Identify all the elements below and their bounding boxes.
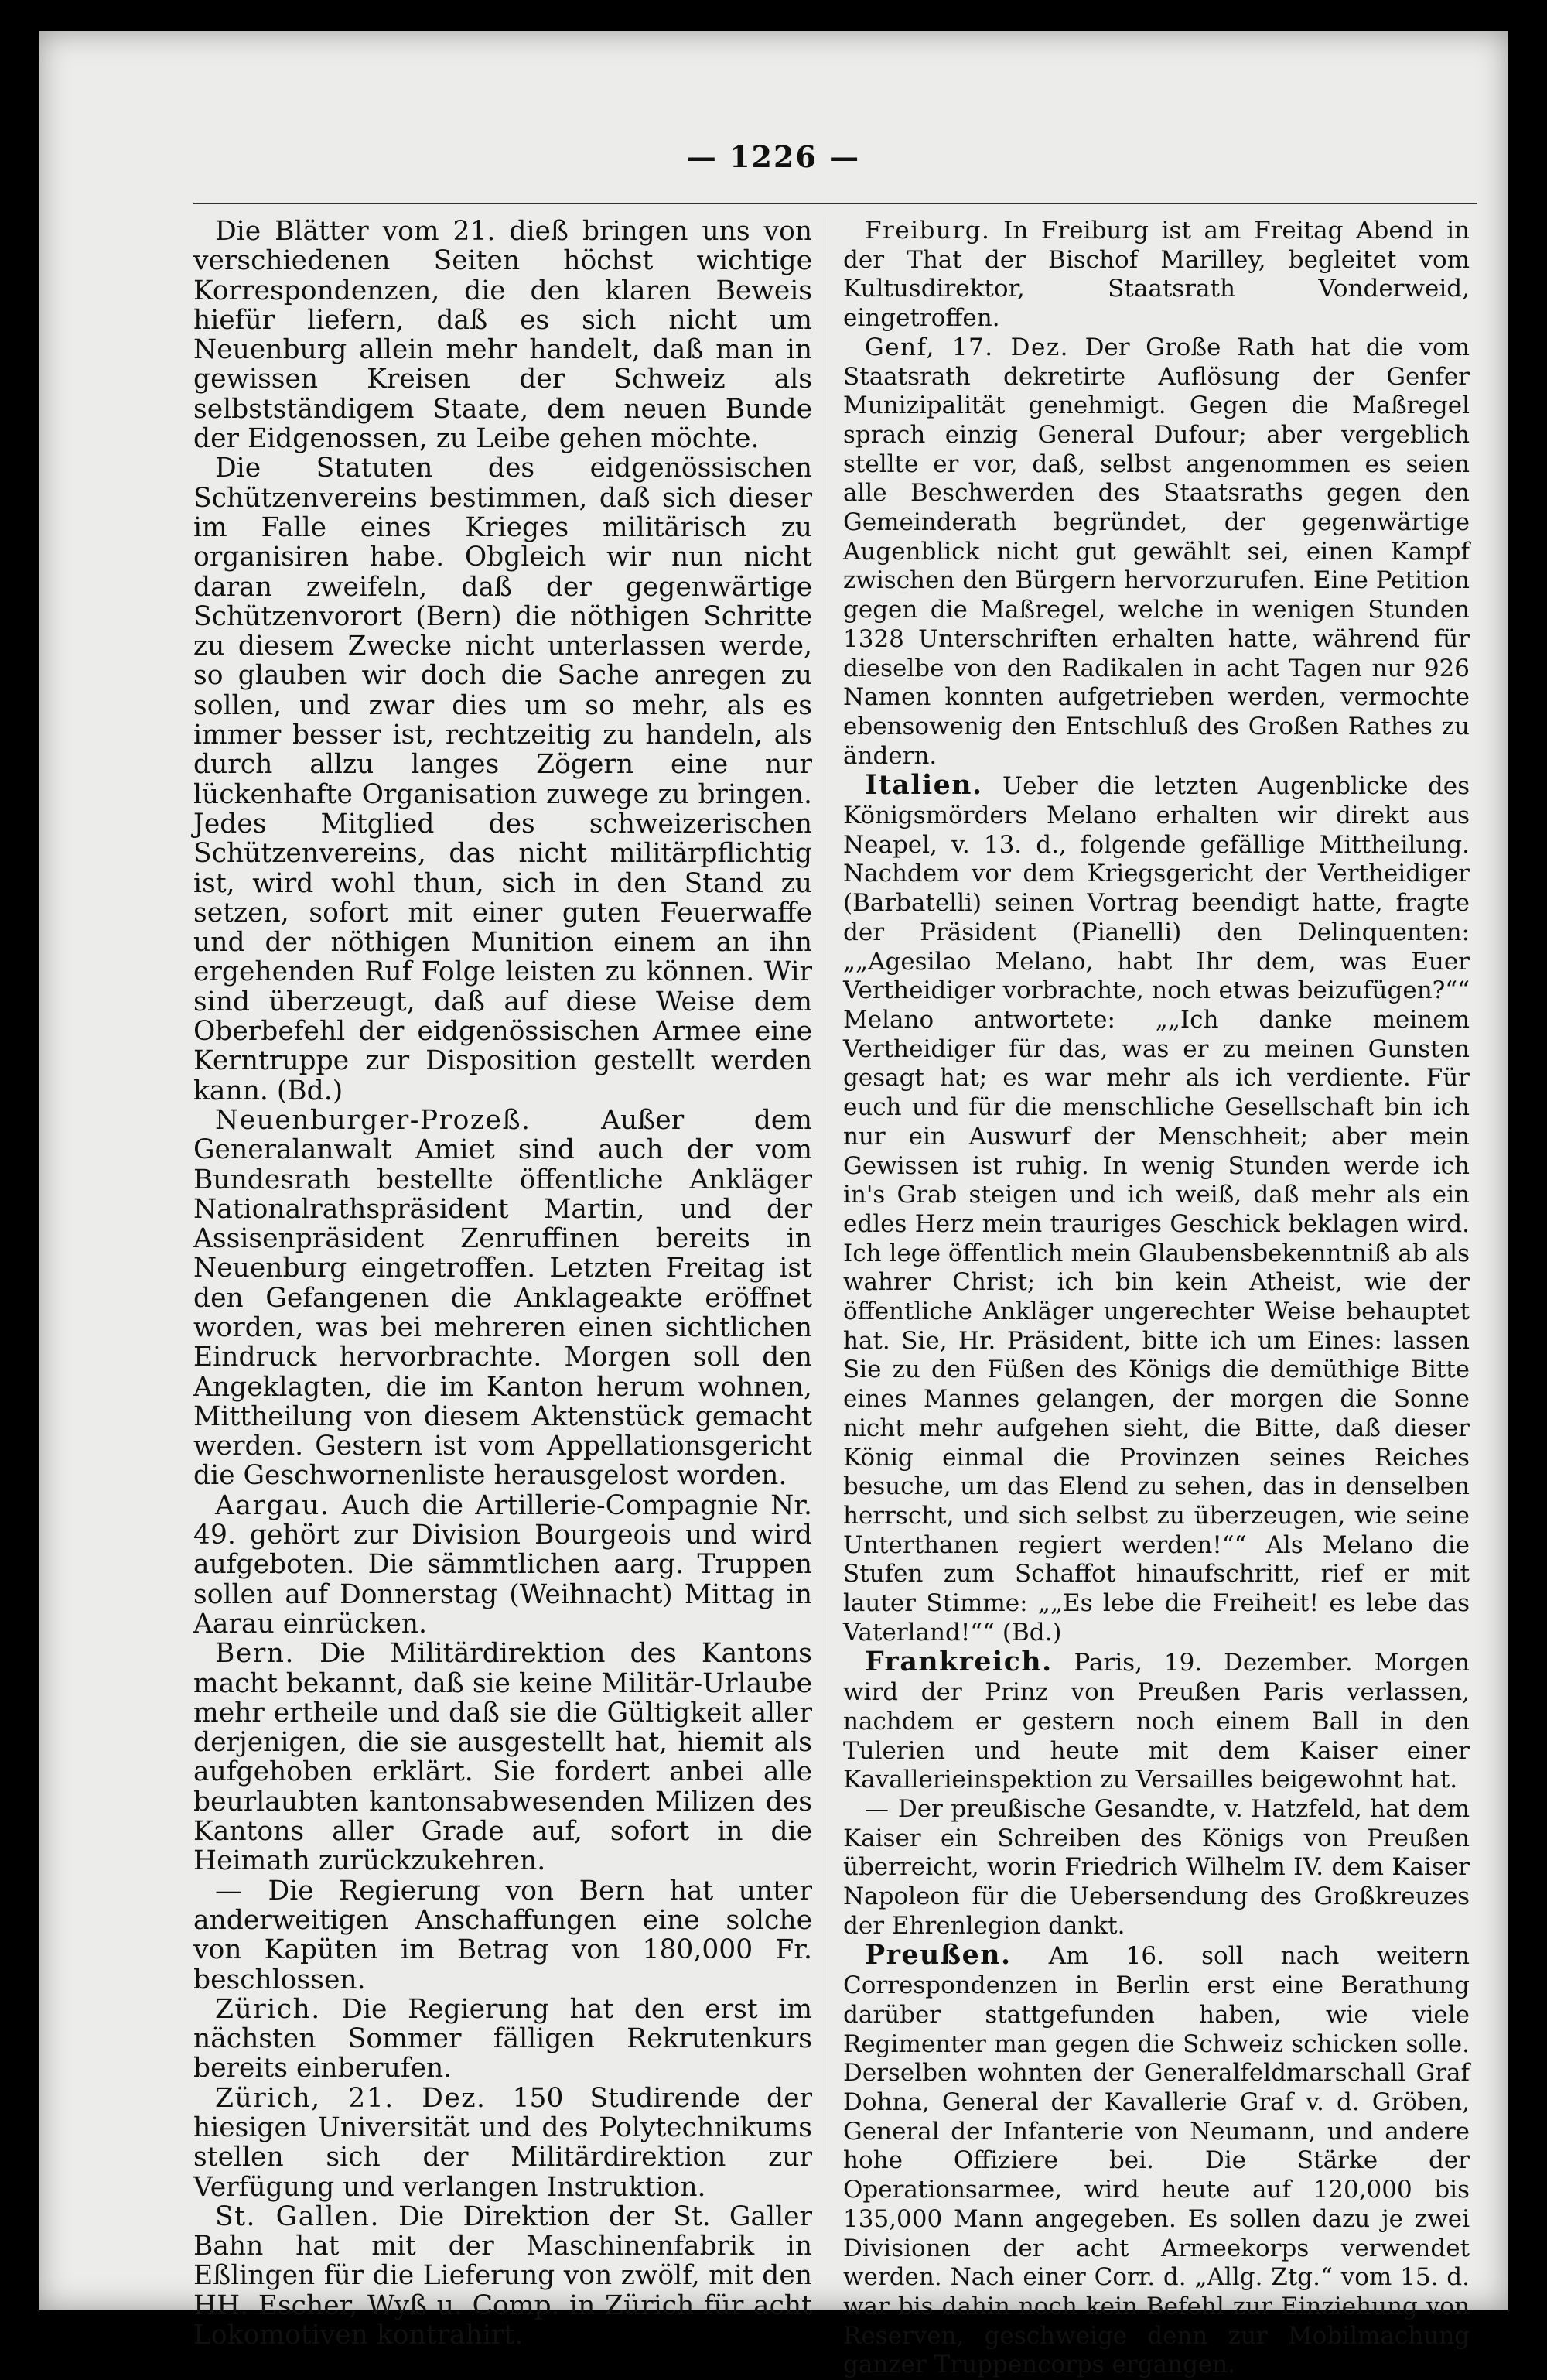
- article: — Der preußische Gesandte, v. Hatzfeld, hat dem Kaiser ein Schreiben des Königs von Preußen überreicht, worin Friedrich Wilhelm IV. dem Kaiser Napoleon für die Uebersendung des Großkreuzes der Ehrenlegion dankt.: [843, 1794, 1470, 1940]
- article: St. Gallen. Die Direktion der St. Galler Bahn hat mit der Maschinenfabrik in Eßlingen für die Lieferung von zwölf, mit den HH. Escher, Wyß u. Comp. in Zürich für acht Lokomotiven kontrahirt.: [193, 2200, 813, 2351]
- article: — Die Regierung von Bern hat unter anderweitigen Anschaffungen eine solche von Kapüten im Betrag von 180,000 Fr. beschlossen.: [193, 1875, 813, 1995]
- newspaper-page: [39, 31, 1508, 2379]
- article: Aargau. Auch die Artillerie-Compagnie Nr. 49. gehört zur Division Bourgeois und wird aufgeboten. Die sämmtlichen aarg. Truppen sollen auf Donnerstag (Weihnacht) Mittag in Aarau einrücken.: [193, 1489, 812, 1640]
- article: Preußen. Am 16. soll nach weitern Correspondenzen in Berlin erst eine Berathung darüber stattgefunden haben, wie viele Regimenter man gegen die Schweiz schicken solle. Derselben wohnten der Generalfeldmarschall Graf Dohna, General der Kavallerie Graf v. d. Gröben, General der Infanterie von Neumann, und andere hohe Offiziere bei. Die Stärke der Operationsarmee, wird heute auf 120,000 bis 135,000 Mann angegeben. Es sollen dazu je zwei Divisionen der acht Armeekorps verwendet werden. Nach einer Corr. d. „Allg. Ztg.“ vom 15. d. war bis dahin noch kein Befehl zur Einziehung von Reserven, geschweige denn zur Mobilmachung ganzer Truppencorps ergangen.: [843, 1939, 1470, 2379]
- article: Frankreich. Paris, 19. Dezember. Morgen wird der Prinz von Preußen Paris verlassen, nachdem er gestern noch einem Ball in den Tulerien und heute mit dem Kaiser einer Kavallerieinspektion zu Versailles beigewohnt hat.: [843, 1646, 1470, 1794]
- article: Genf, 17. Dez. Der Große Rath hat die vom Staatsrath dekretirte Auflösung der Genfer Munizipalität genehmigt. Gegen die Maßregel sprach einzig General Dufour; aber vergeblich stellte er vor, daß, selbst angenommen es seien alle Beschwerden des Staatsraths gegen den Gemeinderath begründet, der gegenwärtige Augenblick nicht gut gewählt sei, einen Kampf zwischen den Bürgern hervorzurufen. Eine Petition gegen die Maßregel, welche in wenigen Stunden 1328 Unterschriften erhalten hatte, während für dieselbe von den Radikalen in acht Tagen nur 926 Namen konnten aufgetrieben werden, vermochte ebensowenig den Entschluß des Großen Rathes zu ändern.: [843, 333, 1470, 770]
- article: Freiburg. In Freiburg ist am Freitag Abend in der That der Bischof Marilley, begleitet vom Kultusdirektor, Staatsrath Vonderweid, eingetroffen.: [843, 217, 1470, 333]
- header-rule: [193, 203, 1477, 204]
- page-number: — 1226 —: [686, 139, 861, 174]
- article: Zürich. Die Regierung hat den erst im nächsten Sommer fälligen Rekrutenkurs bereits einberufen.: [193, 1993, 812, 2084]
- article: Bern. Die Militärdirektion des Kantons macht bekannt, daß sie keine Militär-Urlaube mehr ertheile und daß sie die Gültigkeit aller derjenigen, die sie ausgestellt hat, hiemit als aufgehoben erklärt. Sie fordert anbei alle beurlaubten kantonsabwesenden Milizen des Kantons aller Grade auf, sofort in die Heimath zurückzukehren.: [193, 1638, 812, 1877]
- article: Die Blätter vom 21. dieß bringen uns von verschiedenen Seiten höchst wichtige Korrespondenzen, die den klaren Beweis hiefür liefern, daß es sich nicht um Neuenburg allein mehr handelt, daß man in gewissen Kreisen der Schweiz als selbstständigem Staate, dem neuen Bunde der Eidgenossen, zu Leibe gehen möchte.: [193, 216, 812, 455]
- article: Die Statuten des eidgenössischen Schützenvereins bestimmen, daß sich dieser im Falle eines Krieges militärisch zu organisiren habe. Obgleich wir nun nicht daran zweifeln, daß der gegenwärtige Schützenvorort (Bern) die nöthigen Schritte zu diesem Zwecke nicht unterlassen werde, so glauben wir doch die Sache anregen zu sollen, und zwar dies um so mehr, als es immer besser ist, rechtzeitig zu handeln, als durch allzu langes Zögern eine nur lückenhafte Organisation zuwege zu bringen. Jedes Mitglied des schweizerischen Schützenvereins, das nicht militärpflichtig ist, wird wohl thun, sich in den Stand zu setzen, sofort mit einer guten Feuerwaffe und der nöthigen Munition einem an ihn ergehenden Ruf Folge leisten zu können. Wir sind überzeugt, daß auf diese Weise dem Oberbefehl der eidgenössischen Armee eine Kerntruppe zur Disposition gestellt werden kann. (Bd.): [193, 453, 812, 1106]
- left-column: [193, 216, 813, 2351]
- article: Zürich, 21. Dez. 150 Studirende der hiesigen Universität und des Polytechnikums stellen sich der Militärdirektion zur Verfügung und verlangen Instruktion.: [193, 2082, 813, 2203]
- article: Neuenburger-Prozeß. Außer dem Generalanwalt Amiet sind auch der vom Bundesrath bestellte öffentliche Ankläger Nationalrathspräsident Martin, und der Assisenpräsident Zenruffinen bereits in Neuenburg eingetroffen. Letzten Freitag ist den Gefangenen die Anklageakte eröffnet worden, was bei mehreren einen sichtlichen Eindruck hervorbrachte. Morgen soll den Angeklagten, die im Kanton herum wohnen, Mittheilung von diesem Aktenstück gemacht werden. Gestern ist vom Appellationsgericht die Geschwornenliste herausgelost worden.: [193, 1104, 812, 1492]
- article: Italien. Ueber die letzten Augenblicke des Königsmörders Melano erhalten wir direkt aus Neapel, v. 13. d., folgende gefällige Mittheilung. Nachdem vor dem Kriegsgericht der Vertheidiger (Barbatelli) seinen Vortrag beendigt hatte, fragte der Präsident (Pianelli) den Delinquenten: „„Agesilao Melano, habt Ihr dem, was Euer Vertheidiger vorbrachte, noch etwas beizufügen?““ Melano antwortete: „„Ich danke meinem Vertheidiger für das, was er zu meinen Gunsten gesagt hat; es war mehr als ich verdiente. Für euch und für die menschliche Gesellschaft bin ich nur ein Auswurf der Menschheit; aber mein Gewissen ist ruhig. In wenig Stunden werde ich in's Grab steigen und ich weiß, daß mehr als ein edles Herz mein trauriges Geschick beklagen wird. Ich lege öffentlich mein Glaubensbekenntniß ab als wahrer Christ; ich bin kein Atheist, wie der öffentliche Ankläger ungerechter Weise behauptet hat. Sie, Hr. Präsident, bitte ich um Eines: lassen Sie zu den Füßen des Königs die demüthige Bitte eines Mannes gelangen, der morgen die Sonne nicht mehr aufgehen sieht, die Bitte, daß dieser König einmal die Provinzen seines Reiches besuche, um das Elend zu sehen, das in denselben herrscht, und sich selbst zu überzeugen, wie seine Unterthanen regiert werden!““ Als Melano die Stufen zum Schaffot hinaufschritt, rief er mit lauter Stimme: „„Es lebe die Freiheit! es lebe das Vaterland!““ (Bd.): [843, 769, 1470, 1647]
- right-column: [843, 217, 1470, 2379]
